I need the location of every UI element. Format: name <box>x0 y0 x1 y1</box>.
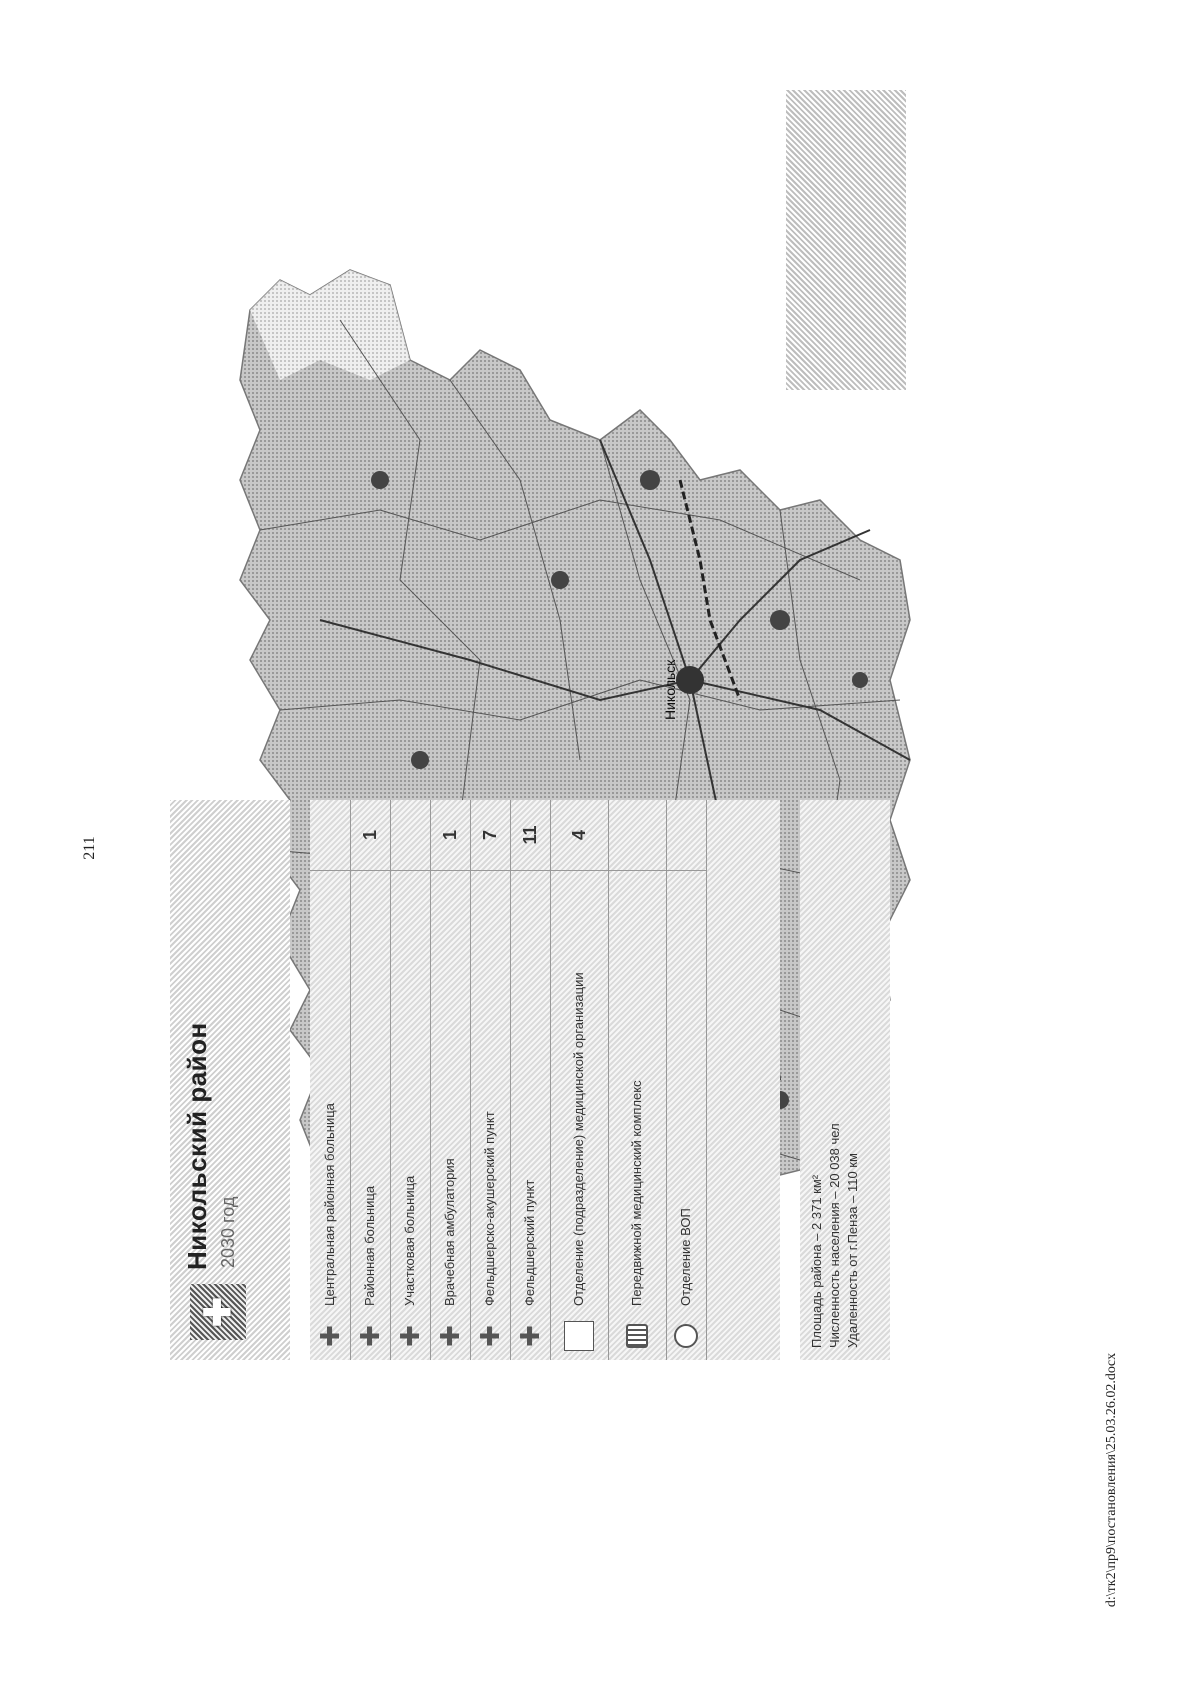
cross-icon: ✚ <box>514 1325 545 1347</box>
district-title: Никольский район <box>182 1022 212 1270</box>
facility-marker <box>676 666 704 694</box>
legend-label: Врачебная амбулатория <box>442 1158 458 1306</box>
legend-label: Передвижной медицинский комплекс <box>629 1080 645 1306</box>
legend-label: Фельдшерский пункт <box>522 1179 538 1306</box>
legend-label: Фельдшерско-акушерский пункт <box>482 1111 498 1306</box>
legend-count: 4 <box>550 800 608 871</box>
cross-icon: ✚ <box>474 1325 505 1347</box>
square-icon <box>564 1321 594 1351</box>
cross-icon: ✚ <box>314 1325 345 1347</box>
legend-row <box>510 800 551 1360</box>
legend-count: 11 <box>510 800 550 871</box>
legend-count <box>310 800 350 871</box>
legend-area <box>170 800 900 1360</box>
region-fade-top <box>250 270 410 380</box>
page-number: 211 <box>81 836 98 860</box>
legend-row <box>550 800 609 1360</box>
cross-icon: ✚ <box>394 1325 425 1347</box>
legend-label: Отделение ВОП <box>678 1208 694 1306</box>
stat-population: Численность населения – 20 038 чел <box>827 1123 843 1348</box>
legend-count <box>390 800 430 871</box>
medical-logo <box>190 1284 246 1340</box>
legend-label: Центральная районная больница <box>322 1103 338 1306</box>
cross-icon: ✚ <box>434 1325 465 1347</box>
legend-count: 7 <box>470 800 510 871</box>
legend-panel <box>310 800 780 1360</box>
map-center-label: Никольск <box>662 659 678 720</box>
facility-marker <box>411 751 429 769</box>
legend-count <box>666 800 706 871</box>
map-stipple-box <box>786 90 906 390</box>
circle-icon <box>674 1324 698 1348</box>
legend-row <box>350 800 391 1360</box>
legend-count: 1 <box>350 800 390 871</box>
legend-label: Участковая больница <box>402 1175 418 1306</box>
mobile-clinic-icon <box>626 1324 648 1348</box>
legend-row <box>666 800 707 1360</box>
legend-row <box>470 800 511 1360</box>
footer-file-path: d:\тк2\пр9\постановления\25.03.26.02.docx <box>1104 1352 1119 1608</box>
legend-count <box>608 800 666 871</box>
legend-rotated <box>170 800 900 1360</box>
stat-distance: Удаленность от г.Пенза – 110 км <box>845 1153 861 1348</box>
facility-marker <box>551 571 569 589</box>
legend-row <box>608 800 667 1360</box>
year-label: 2030 год <box>218 1196 238 1268</box>
stat-area: Площадь района – 2 371 км² <box>809 1174 824 1348</box>
facility-marker <box>640 470 660 490</box>
legend-row <box>310 800 351 1360</box>
facility-marker <box>770 610 790 630</box>
facility-marker <box>371 471 389 489</box>
legend-label: Отделение (подразделение) медицинской организации <box>571 972 587 1306</box>
legend-row <box>390 800 431 1360</box>
legend-count: 1 <box>430 800 470 871</box>
cross-icon: ✚ <box>354 1325 385 1347</box>
facility-marker <box>852 672 868 688</box>
cross-icon: ✚ <box>197 1296 238 1328</box>
legend-label: Районная больница <box>362 1185 378 1306</box>
district-header <box>170 800 290 1360</box>
district-stats <box>800 800 890 1360</box>
legend-row <box>430 800 471 1360</box>
